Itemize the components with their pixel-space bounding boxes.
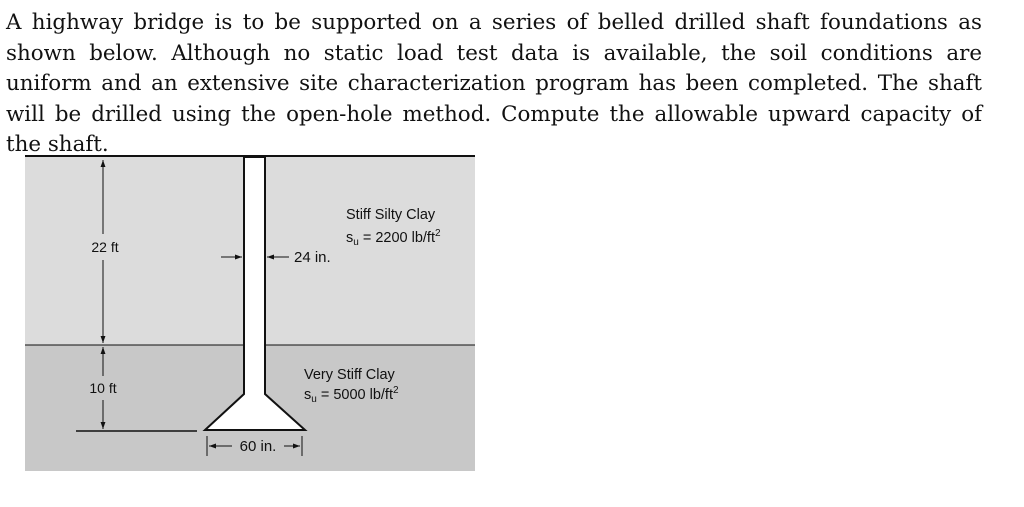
problem-statement: A highway bridge is to be supported on a series of belled drilled shaft foundations as shown below. Although no static load test data is available, the soil conditions are uniform and an extensive site characterization program has been completed. The shaft will be drilled using the open-hole method. Compute the allowable upward capacity of the shaft. (6, 10, 982, 157)
lower-layer-strength: $s_u = 5000$ $lb/ft^2$ (304, 385, 399, 405)
lower-depth-label: 10 ft (89, 380, 117, 396)
bell-diameter-label: 60 in. (239, 438, 277, 455)
upper-layer-strength: $s_u = 2200$ $lb/ft^2$ (346, 228, 441, 248)
shaft-diameter-label: 24 in. (294, 249, 331, 266)
lower-layer-name: Very Stiff Clay (304, 367, 395, 383)
upper-depth-label: 22 ft (91, 239, 119, 255)
upper-layer-name: Stiff Silty Clay (346, 207, 436, 223)
